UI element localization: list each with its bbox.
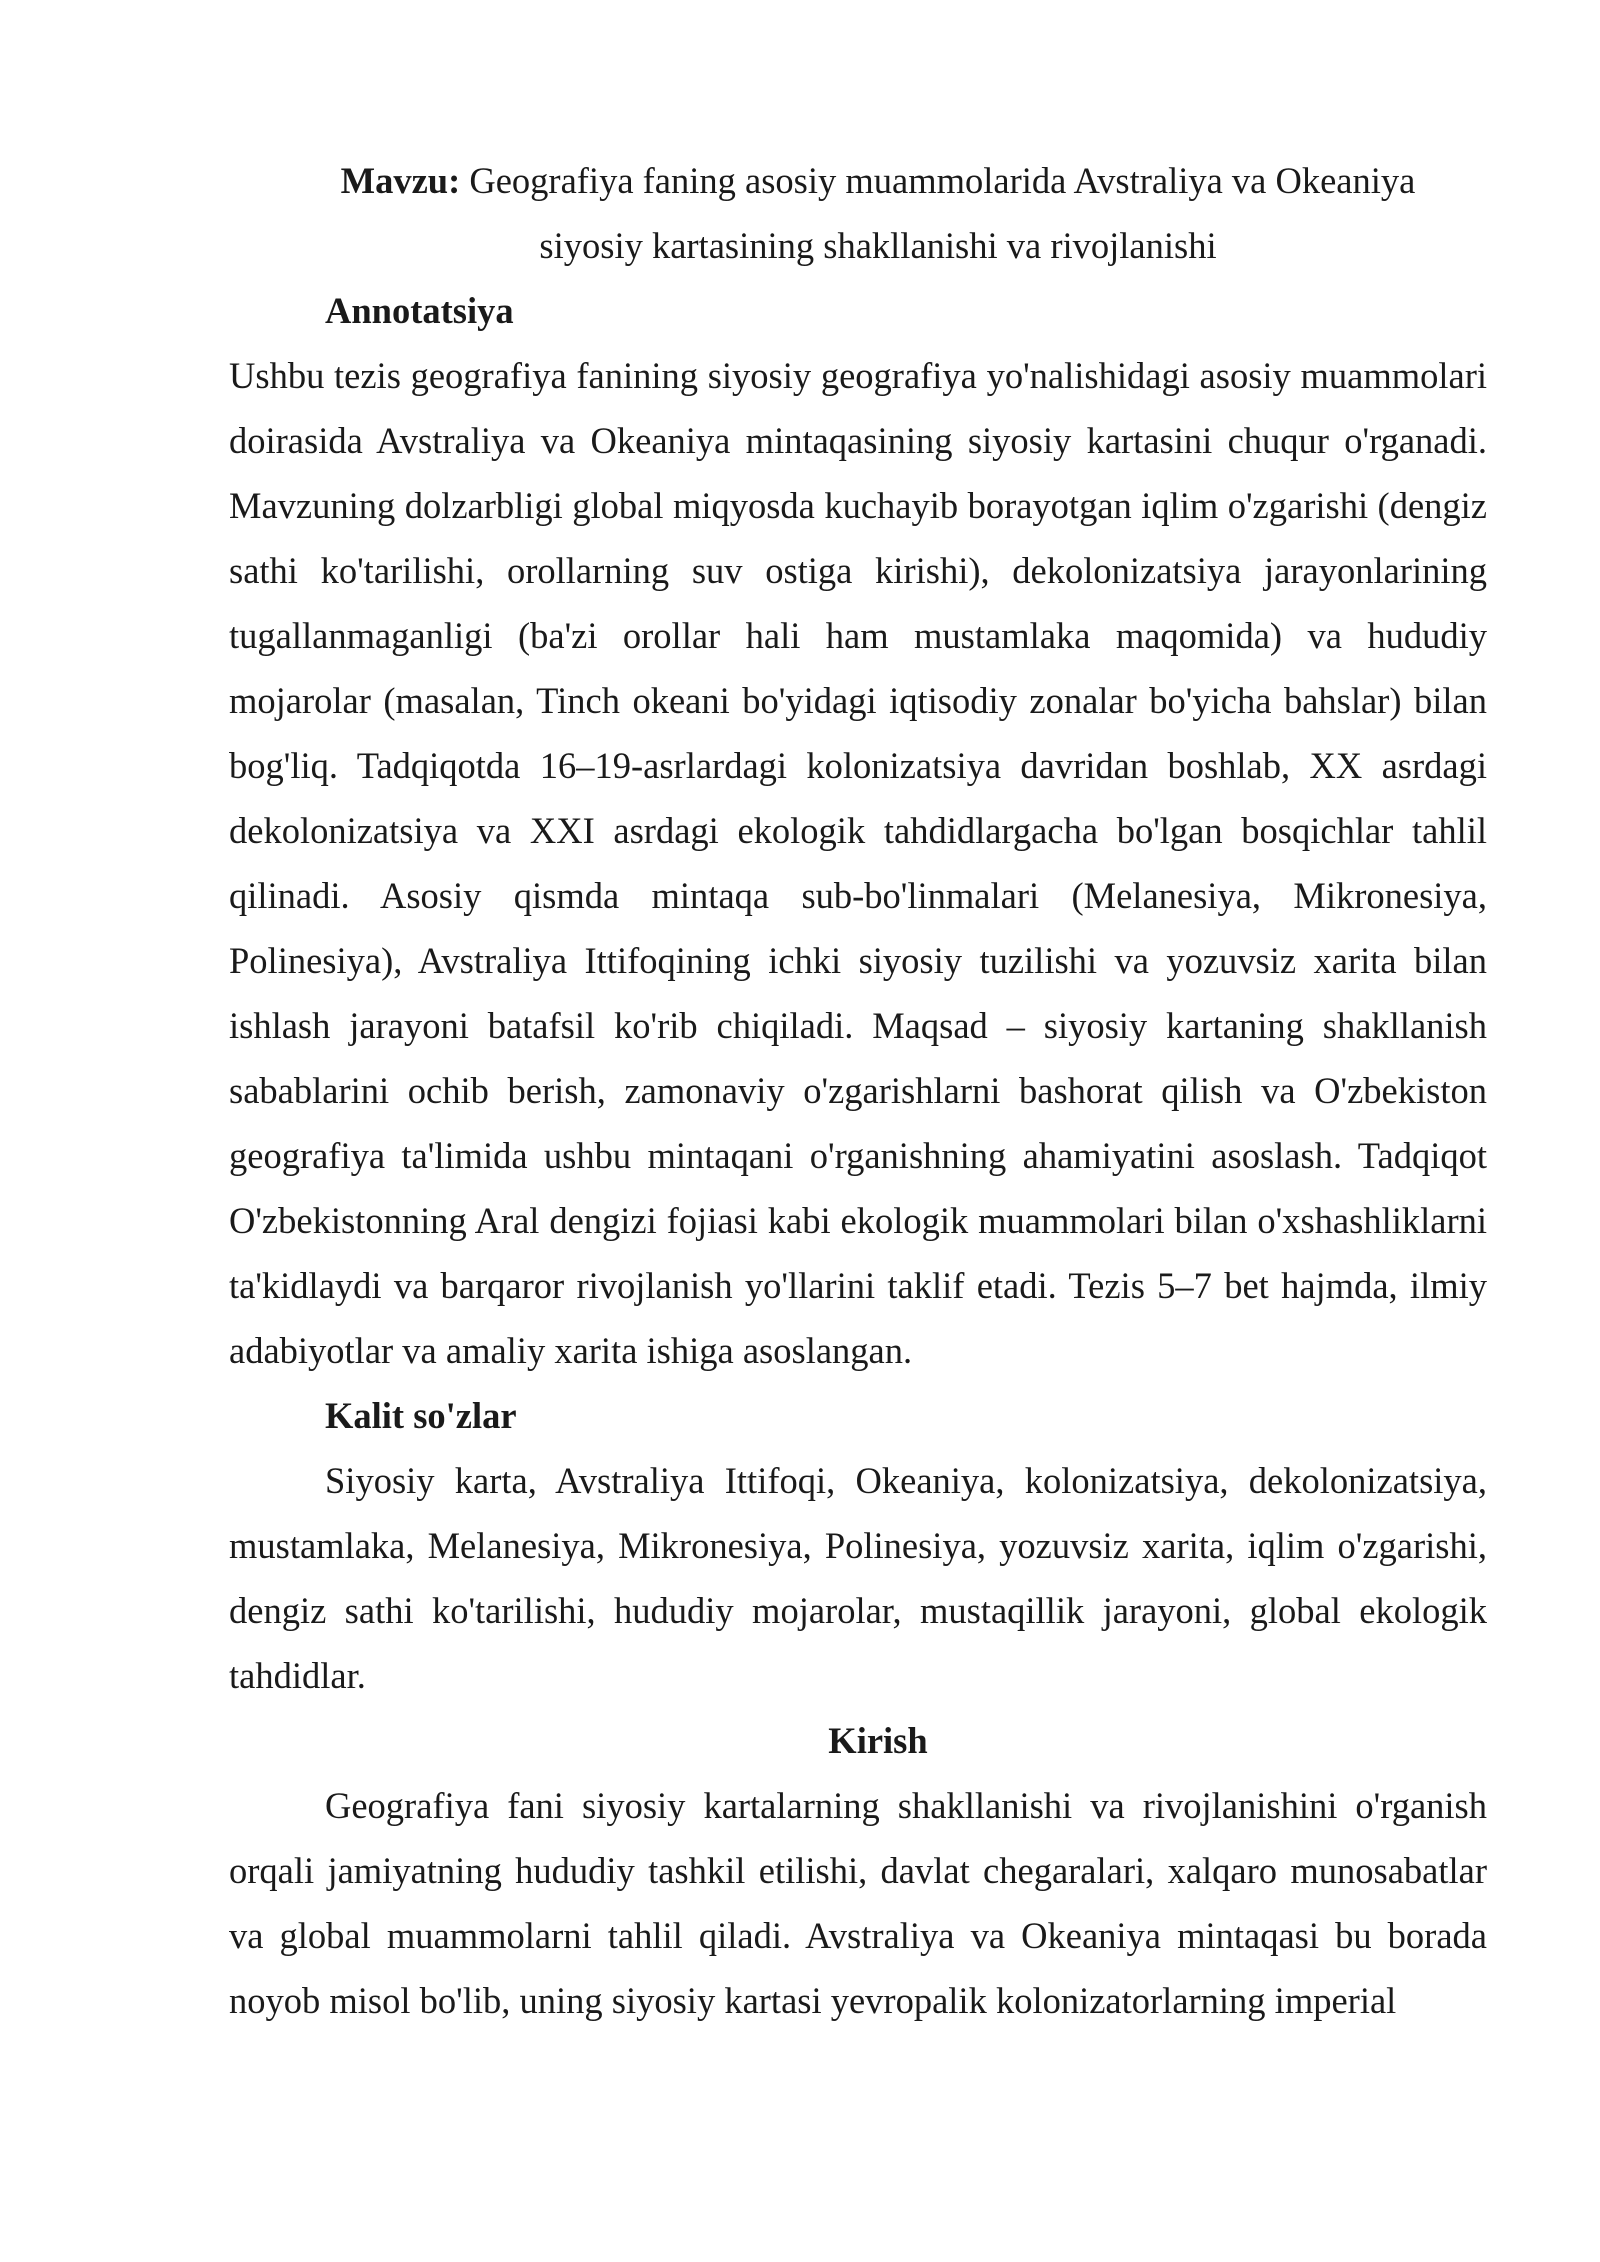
keywords-heading: Kalit so'zlar [325, 1395, 517, 1436]
title-text-line2: siyosiy kartasining shakllanishi va rivojlanishi [539, 225, 1217, 266]
document-title [229, 148, 1487, 278]
title-text-line1: Geografiya faning asosiy muammolarida Avstraliya va Okeaniya [469, 160, 1416, 201]
introduction-heading: Kirish [828, 1720, 928, 1761]
annotation-heading: Annotatsiya [325, 290, 514, 331]
keywords-paragraph: Siyosiy karta, Avstraliya Ittifoqi, Okeaniya, kolonizatsiya, dekolonizatsiya, mustamlaka, Melanesiya, Mikronesiya, Polinesiya, yozuvsiz xarita, iqlim o'zgarishi, dengiz sathi ko'tarilishi, hududiy mojarolar, mustaqillik jarayoni, global ekologik tahdidlar. [229, 1460, 1487, 1696]
annotation-paragraph: Ushbu tezis geografiya fanining siyosiy geografiya yo'nalishidagi asosiy muammolari doirasida Avstraliya va Okeaniya mintaqasining siyosiy kartasini chuqur o'rganadi. Mavzuning dolzarbligi global miqyosda kuchayib borayotgan iqlim o'zgarishi (dengiz sathi ko'tarilishi, orollarning suv ostiga kirishi), dekolonizatsiya jarayonlarining tugallanmaganligi (ba'zi orollar hali ham mustamlaka maqomida) va hududiy mojarolar (masalan, Tinch okeani bo'yidagi iqtisodiy zonalar bo'yicha bahslar) bilan bog'liq. Tadqiqotda 16–19-asrlardagi kolonizatsiya davridan boshlab, XX asrdagi dekolonizatsiya va XXI asrdagi ekologik tahdidlargacha bo'lgan bosqichlar tahlil qilinadi. Asosiy qismda mintaqa sub-bo'linmalari (Melanesiya, Mikronesiya, Polinesiya), Avstraliya Ittifoqining ichki siyosiy tuzilishi va yozuvsiz xarita bilan ishlash jarayoni batafsil ko'rib chiqiladi. Maqsad – siyosiy kartaning shakllanish sabablarini ochib berish, zamonaviy o'zgarishlarni bashorat qilish va O'zbekiston geografiya ta'limida ushbu mintaqani o'rganishning ahamiyatini asoslash. Tadqiqot O'zbekistonning Aral dengizi fojiasi kabi ekologik muammolari bilan o'xshashliklarni ta'kidlaydi va barqaror rivojlanish yo'llarini taklif etadi. Tezis 5–7 bet hajmda, ilmiy adabiyotlar va amaliy xarita ishiga asoslangan. [229, 355, 1487, 1371]
introduction-paragraph: Geografiya fani siyosiy kartalarning shakllanishi va rivojlanishini o'rganish orqali jamiyatning hududiy tashkil etilishi, davlat chegaralari, xalqaro munosabatlar va global muammolarni tahlil qiladi. Avstraliya va Okeaniya mintaqasi bu borada noyob misol bo'lib, uning siyosiy kartasi yevropalik kolonizatorlarning imperial [229, 1785, 1487, 2021]
title-label: Mavzu: [340, 160, 461, 201]
document-body [229, 148, 1487, 2033]
